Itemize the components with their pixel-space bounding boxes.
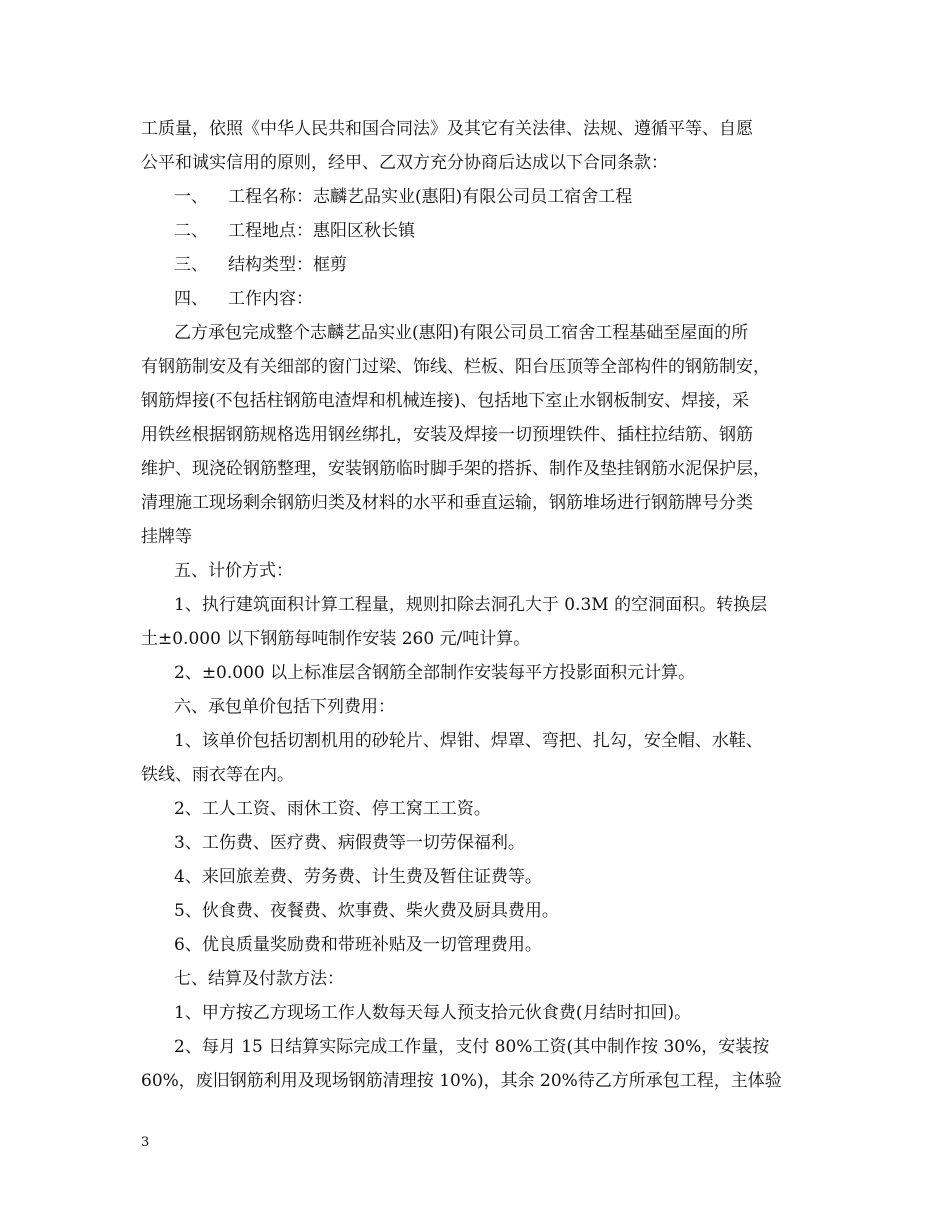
paragraph-line: 公平和诚实信用的原则，经甲、乙双方充分协商后达成以下合同条款：	[141, 153, 668, 173]
paragraph-line: 乙方承包完成整个志麟艺品实业(惠阳)有限公司员工宿舍工程基础至屋面的所	[174, 323, 749, 343]
paragraph-line: 60%，废旧钢筋利用及现场钢筋清理按 10%)，其余 20%待乙方所承包工程，主体验	[141, 1071, 782, 1091]
list-number: 三、	[174, 255, 208, 275]
paragraph-line: 铁线、雨衣等在内。	[141, 765, 294, 785]
paragraph-line: 土±0.000 以下钢筋每吨制作安装 260 元/吨计算。	[141, 629, 531, 649]
paragraph-line: 钢筋焊接(不包括柱钢筋电渣焊和机械连接)、包括地下室止水钢板制安、焊接，采	[141, 391, 750, 411]
paragraph-line: 5、伙食费、夜餐费、炊事费、柴火费及厨具费用。	[174, 901, 559, 921]
paragraph-line: 6、优良质量奖励费和带班补贴及一切管理费用。	[174, 935, 542, 955]
section-heading-included-costs: 六、承包单价包括下列费用：	[174, 697, 395, 717]
document-body	[141, 112, 823, 1098]
list-item-project-location	[141, 214, 823, 248]
list-item-project-name	[141, 180, 823, 214]
list-item-text: 工程地点：惠阳区秋长镇	[228, 221, 415, 241]
paragraph-line: 3、工伤费、医疗费、病假费等一切劳保福利。	[174, 833, 525, 853]
section-heading-settlement: 七、结算及付款方法：	[174, 969, 344, 989]
paragraph-line: 4、来回旅差费、劳务费、计生费及暂住证费等。	[174, 867, 542, 887]
paragraph-line: 2、±0.000 以上标准层含钢筋全部制作安装每平方投影面积元计算。	[174, 663, 696, 683]
list-number: 四、	[174, 289, 208, 309]
section-heading-pricing: 五、计价方式：	[174, 561, 293, 581]
paragraph-line: 1、执行建筑面积计算工程量，规则扣除去洞孔大于 0.3M 的空洞面积。转换层	[174, 595, 768, 615]
list-item-structure-type	[141, 248, 823, 282]
page-number: 3	[141, 1135, 150, 1150]
list-number: 二、	[174, 221, 208, 241]
paragraph-line: 用铁丝根据钢筋规格选用钢丝绑扎，安装及焊接一切预埋铁件、插柱拉结筋、钢筋	[141, 425, 753, 445]
paragraph-line: 1、甲方按乙方现场工作人数每天每人预支拾元伙食费(月结时扣回)。	[174, 1003, 692, 1023]
list-item-text: 工程名称：志麟艺品实业(惠阳)有限公司员工宿舍工程	[228, 187, 633, 207]
paragraph-line: 有钢筋制安及有关细部的窗门过梁、饰线、栏板、阳台压顶等全部构件的钢筋制安，	[141, 357, 770, 377]
list-item-text: 工作内容：	[228, 289, 313, 309]
list-item-text: 结构类型：框剪	[228, 255, 347, 275]
paragraph-line: 清理施工现场剩余钢筋归类及材料的水平和垂直运输，钢筋堆场进行钢筋牌号分类	[141, 493, 753, 513]
paragraph-line: 1、该单价包括切割机用的砂轮片、焊钳、焊罩、弯把、扎勾，安全帽、水鞋、	[174, 731, 763, 751]
list-item-work-content	[141, 282, 823, 316]
list-number: 一、	[174, 187, 208, 207]
paragraph-line: 工质量，依照《中华人民共和国合同法》及其它有关法律、法规、遵循平等、自愿	[141, 119, 753, 139]
paragraph-line: 维护、现浇砼钢筋整理，安装钢筋临时脚手架的搭拆、制作及垫挂钢筋水泥保护层，	[141, 459, 770, 479]
paragraph-line: 挂牌等	[141, 527, 192, 547]
paragraph-line: 2、工人工资、雨休工资、停工窝工工资。	[174, 799, 491, 819]
paragraph-line: 2、每月 15 日结算实际完成工作量，支付 80%工资(其中制作按 30%，安装按	[174, 1037, 770, 1057]
